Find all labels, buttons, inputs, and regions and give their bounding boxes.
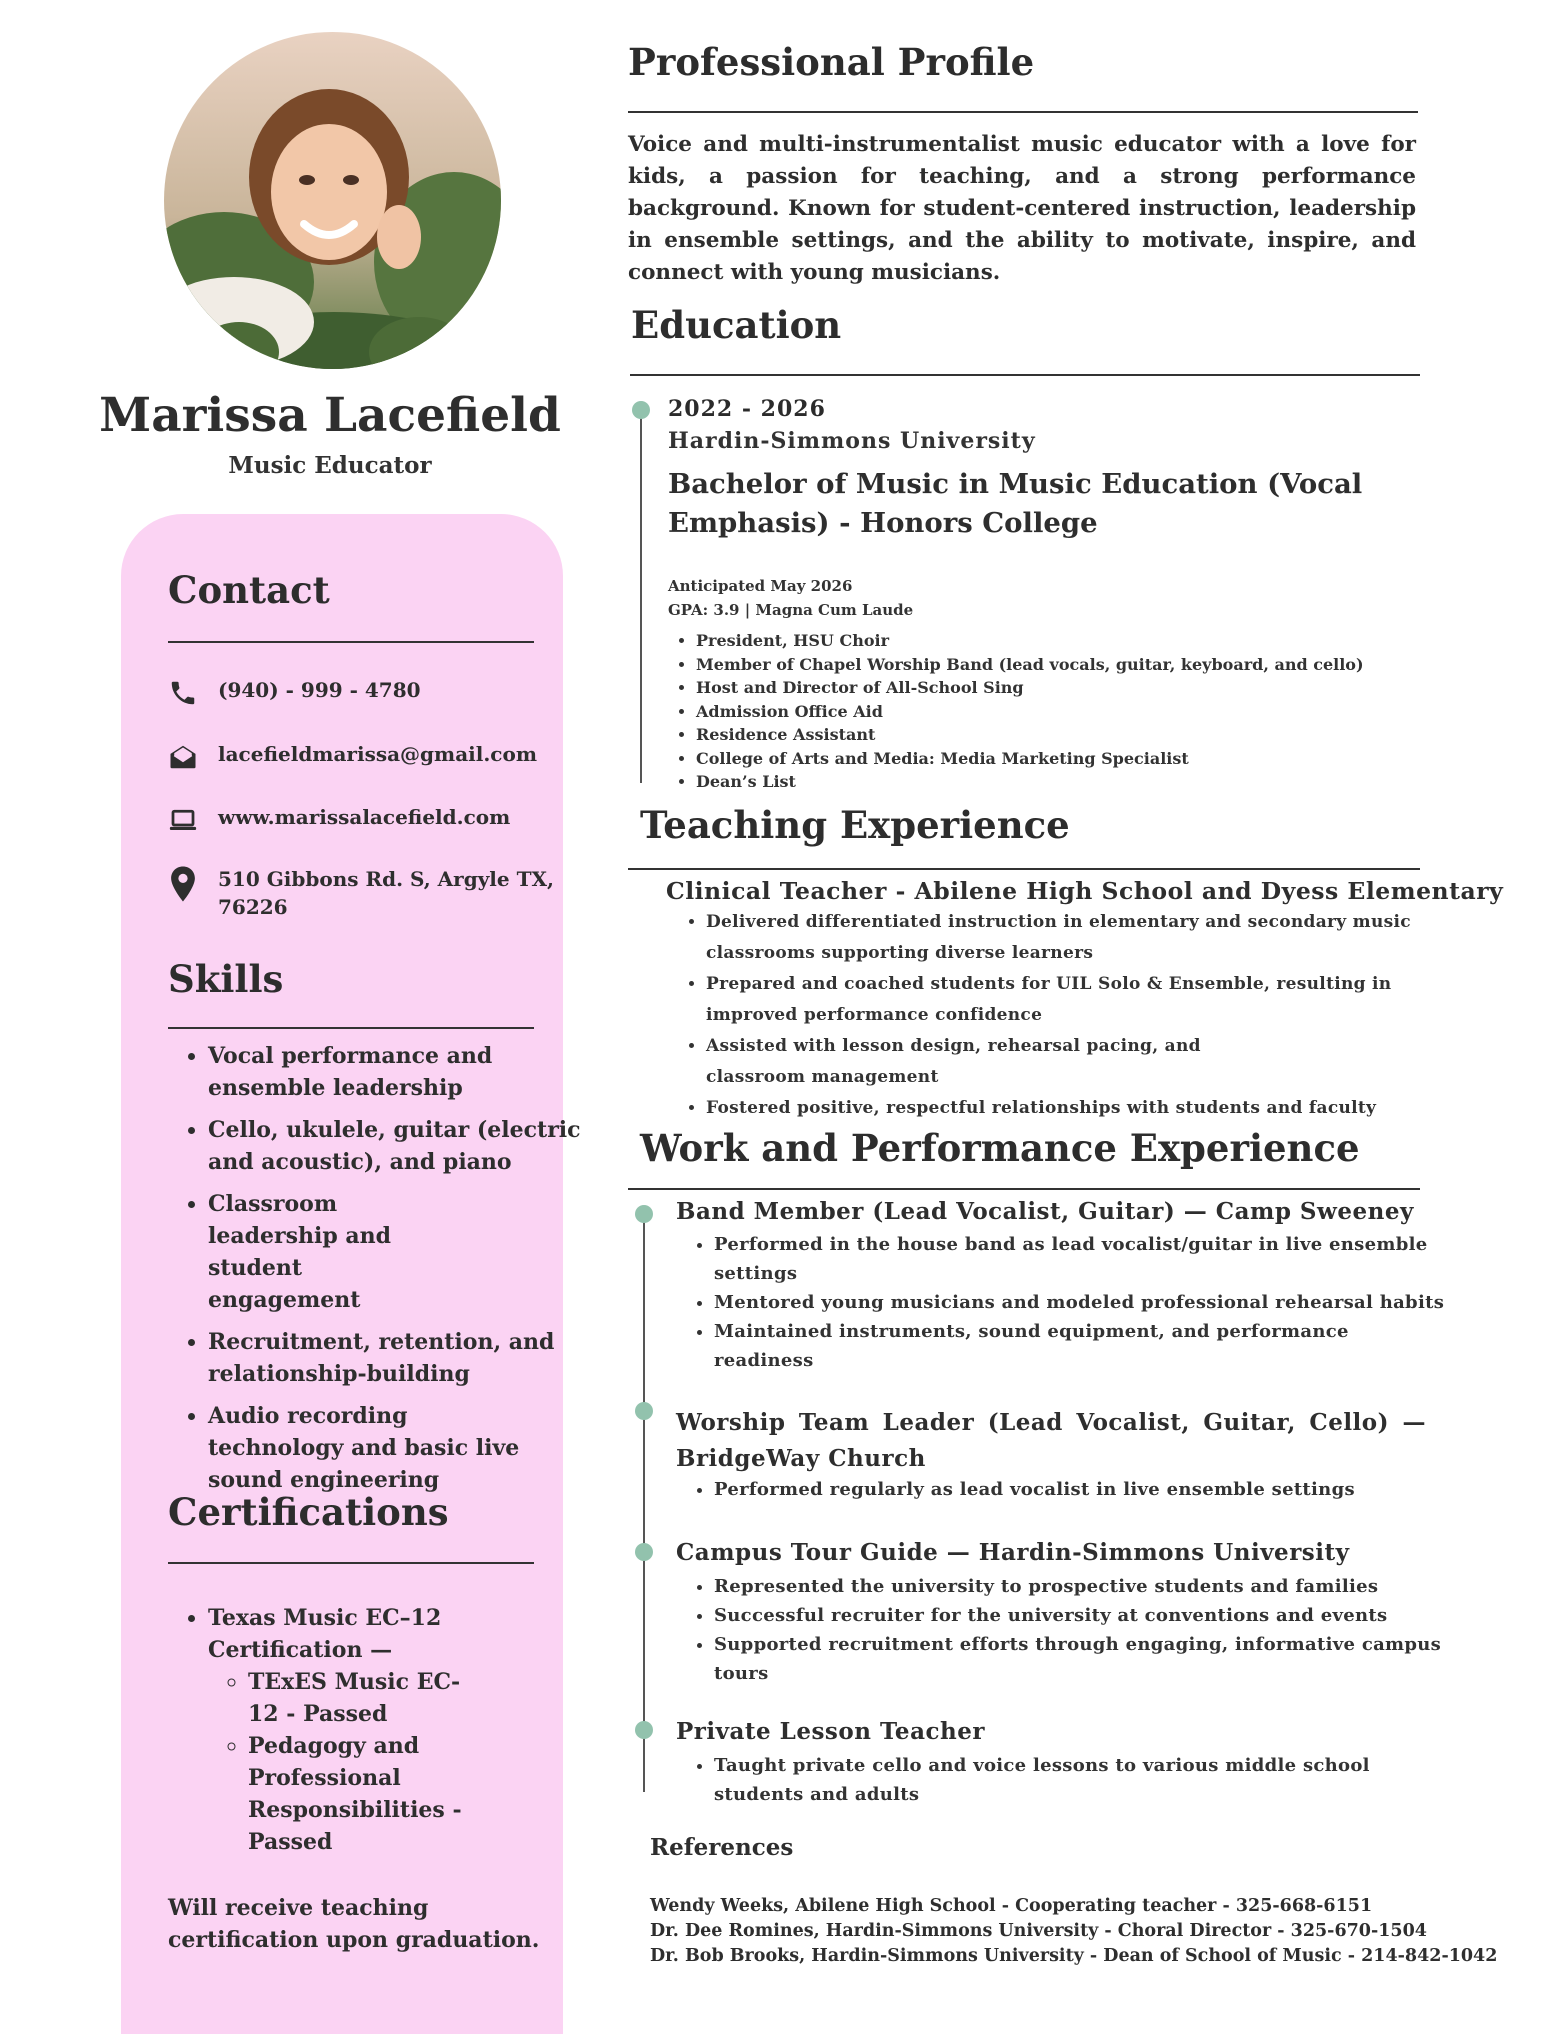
job-title: Band Member (Lead Vocalist, Guitar) — Camp Sweeney <box>676 1198 1414 1225</box>
certification-name: Texas Music EC–12 Certification — <box>208 1605 442 1663</box>
education-activity: • Host and Director of All-School Sing <box>696 676 1364 700</box>
certifications-list <box>168 1602 568 1868</box>
contact-divider <box>168 641 534 643</box>
certification-subitem: ◦ TExES Music EC-12 - Passed <box>248 1666 488 1730</box>
teaching-item: • Assisted with lesson design, rehearsal pacing, and classroom management <box>706 1031 1306 1093</box>
certification-item <box>208 1602 568 1858</box>
skill-item: • Cello, ukulele, guitar (electric and acoustic), and piano <box>208 1114 608 1178</box>
work-timeline <box>643 1214 645 1792</box>
skill-item: • Classroom leadership and student engagement <box>208 1188 448 1316</box>
job-title: Worship Team Leader (Lead Vocalist, Guitar, Cello) — BridgeWay Church <box>676 1409 1426 1472</box>
skills-list <box>168 1040 608 1506</box>
job-item: • Performed regularly as lead vocalist in live ensemble settings <box>714 1475 1474 1504</box>
education-gpa: GPA: 3.9 | Magna Cum Laude <box>668 601 914 619</box>
address-text <box>218 865 554 921</box>
teaching-items <box>668 907 1466 1124</box>
skill-item: • Recruitment, retention, and relationship-building <box>208 1326 608 1390</box>
phone-icon <box>168 678 198 708</box>
education-years: 2022 - 2026 <box>668 396 826 422</box>
certifications-divider <box>168 1562 534 1564</box>
education-heading: Education <box>631 303 842 347</box>
job-items <box>676 1751 1414 1809</box>
skill-item: • Vocal performance and ensemble leadership <box>208 1040 608 1104</box>
certification-sublist <box>208 1666 568 1858</box>
teaching-title: Clinical Teacher - Abilene High School and Dyess Elementary <box>666 877 1504 905</box>
teaching-item: • Fostered positive, respectful relationships with students and faculty <box>706 1093 1466 1124</box>
education-activity: • Residence Assistant <box>696 723 1364 747</box>
address-line-2: 76226 <box>218 895 288 919</box>
location-pin-icon <box>168 865 198 903</box>
job-item: • Supported recruitment efforts through engaging, informative campus tours <box>714 1630 1474 1688</box>
job-item: • Represented the university to prospective students and families <box>714 1572 1474 1601</box>
certifications-heading: Certifications <box>168 1490 449 1534</box>
job-items <box>676 1475 1474 1504</box>
teaching-heading: Teaching Experience <box>640 803 1070 847</box>
phone-text[interactable]: (940) - 999 - 4780 <box>218 678 421 702</box>
contact-phone <box>168 678 421 708</box>
job-title: Private Lesson Teacher <box>676 1718 985 1745</box>
education-anticipated: Anticipated May 2026 <box>668 577 853 595</box>
education-activity: • College of Arts and Media: Media Marketing Specialist <box>696 747 1364 771</box>
education-school: Hardin-Simmons University <box>668 428 1036 454</box>
job-item: • Maintained instruments, sound equipment, and performance readiness <box>714 1317 1354 1375</box>
certification-note: Will receive teaching certification upon graduation. <box>168 1895 540 1953</box>
work-heading: Work and Performance Experience <box>640 1126 1360 1170</box>
candidate-role: Music Educator <box>228 452 432 479</box>
contact-address <box>168 865 554 921</box>
certification-subitem: ◦ Pedagogy and Professional Responsibilities - Passed <box>248 1730 488 1858</box>
profile-photo <box>164 32 501 369</box>
profile-heading: Professional Profile <box>628 40 1035 84</box>
email-text[interactable]: lacefieldmarissa@gmail.com <box>218 742 537 766</box>
job-item: • Successful recruiter for the university at conventions and events <box>714 1601 1474 1630</box>
teaching-divider <box>628 868 1420 870</box>
skills-heading: Skills <box>168 957 284 1001</box>
education-activity: • Admission Office Aid <box>696 700 1364 724</box>
teaching-item: • Delivered differentiated instruction in elementary and secondary music classrooms supporting diverse learners <box>706 907 1466 969</box>
contact-website <box>168 805 510 835</box>
mail-icon <box>168 742 198 772</box>
contact-email <box>168 742 537 772</box>
work-timeline-dot <box>635 1205 653 1223</box>
work-timeline-dot <box>635 1402 653 1420</box>
education-activity: • Dean’s List <box>696 770 1364 794</box>
job-item: • Taught private cello and voice lessons to various middle school students and adults <box>714 1751 1414 1809</box>
work-divider <box>628 1188 1420 1190</box>
education-divider <box>630 374 1420 376</box>
job-items <box>676 1230 1474 1375</box>
skill-item: • Audio recording technology and basic live sound engineering <box>208 1400 548 1496</box>
website-text[interactable]: www.marissalacefield.com <box>218 805 511 829</box>
teaching-item: • Prepared and coached students for UIL Solo & Ensemble, resulting in improved performance confidence <box>706 969 1466 1031</box>
education-degree: Bachelor of Music in Music Education (Vocal Emphasis) - Honors College <box>668 468 1363 539</box>
laptop-icon <box>168 805 198 835</box>
job-item: • Mentored young musicians and modeled professional rehearsal habits <box>714 1288 1474 1317</box>
reference-line: Dr. Bob Brooks, Hardin-Simmons University - Dean of School of Music - 214-842-1042 <box>650 1946 1498 1966</box>
job-items <box>676 1572 1474 1688</box>
candidate-name: Marissa Lacefield <box>99 388 561 443</box>
education-activities <box>668 629 1364 794</box>
education-activity: • President, HSU Choir <box>696 629 1364 653</box>
education-timeline-dot <box>632 401 650 419</box>
profile-divider <box>628 111 1418 113</box>
contact-heading: Contact <box>168 568 330 612</box>
address-line-1: 510 Gibbons Rd. S, Argyle TX, <box>218 867 554 891</box>
profile-text: Voice and multi-instrumentalist music educator with a love for kids, a passion for teaching, and a strong performance background. Known for student-centered instruction, leadership in ensemble settings, and the ability to motivate, inspire, and connect with young musicians. <box>628 132 1416 285</box>
education-timeline <box>640 405 642 783</box>
education-activity: • Member of Chapel Worship Band (lead vocals, guitar, keyboard, and cello) <box>696 653 1364 677</box>
work-timeline-dot <box>635 1721 653 1739</box>
work-timeline-dot <box>635 1543 653 1561</box>
skills-divider <box>168 1027 534 1029</box>
job-item: • Performed in the house band as lead vocalist/guitar in live ensemble settings <box>714 1230 1474 1288</box>
references-heading: References <box>650 1834 794 1861</box>
reference-line: Dr. Dee Romines, Hardin-Simmons University - Choral Director - 325-670-1504 <box>650 1921 1427 1941</box>
job-title: Campus Tour Guide — Hardin-Simmons University <box>676 1539 1350 1566</box>
reference-line: Wendy Weeks, Abilene High School - Cooperating teacher - 325-668-6151 <box>650 1896 1373 1916</box>
